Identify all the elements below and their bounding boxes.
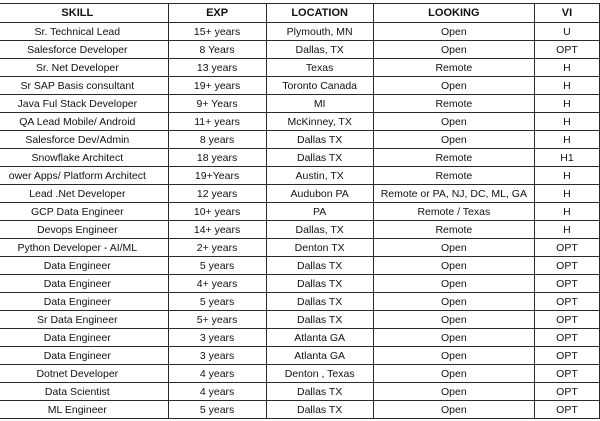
cell-location: MI <box>266 95 373 113</box>
cell-visa: OPT <box>534 329 599 347</box>
cell-exp: 14+ years <box>168 221 266 239</box>
cell-skill: Sr Data Engineer <box>0 311 168 329</box>
cell-location: Dallas TX <box>266 257 373 275</box>
cell-looking: Open <box>373 365 534 383</box>
cell-location: Dallas TX <box>266 383 373 401</box>
table-row <box>0 95 600 113</box>
cell-location: Denton , Texas <box>266 365 373 383</box>
cell-location: Austin, TX <box>266 167 373 185</box>
header-row <box>0 4 600 23</box>
cell-skill: Data Engineer <box>0 329 168 347</box>
cell-location: Plymouth, MN <box>266 23 373 41</box>
table-row <box>0 239 600 257</box>
cell-skill: Data Scientist <box>0 383 168 401</box>
cell-looking: Open <box>373 347 534 365</box>
cell-visa: U <box>534 23 599 41</box>
cell-exp: 5 years <box>168 401 266 419</box>
cell-exp: 12 years <box>168 185 266 203</box>
cell-exp: 5+ years <box>168 311 266 329</box>
cell-exp: 4+ years <box>168 275 266 293</box>
cell-looking: Remote <box>373 149 534 167</box>
table-row <box>0 401 600 419</box>
cell-location: Dallas TX <box>266 149 373 167</box>
cell-location: Dallas TX <box>266 131 373 149</box>
cell-looking: Open <box>373 383 534 401</box>
cell-exp: 5 years <box>168 293 266 311</box>
header-location: LOCATION <box>266 4 373 23</box>
table-row <box>0 293 600 311</box>
candidate-table <box>0 3 600 419</box>
cell-exp: 2+ years <box>168 239 266 257</box>
cell-skill: Data Engineer <box>0 347 168 365</box>
cell-visa: H <box>534 185 599 203</box>
cell-looking: Open <box>373 131 534 149</box>
cell-location: Atlanta GA <box>266 347 373 365</box>
cell-looking: Remote / Texas <box>373 203 534 221</box>
cell-visa: OPT <box>534 239 599 257</box>
table-row <box>0 131 600 149</box>
cell-looking: Remote <box>373 59 534 77</box>
cell-exp: 19+ years <box>168 77 266 95</box>
cell-exp: 4 years <box>168 383 266 401</box>
cell-location: McKinney, TX <box>266 113 373 131</box>
cell-location: Dallas TX <box>266 311 373 329</box>
cell-location: Atlanta GA <box>266 329 373 347</box>
cell-visa: H <box>534 167 599 185</box>
table-row <box>0 113 600 131</box>
cell-exp: 19+Years <box>168 167 266 185</box>
cell-location: Texas <box>266 59 373 77</box>
cell-skill: Salesforce Dev/Admin <box>0 131 168 149</box>
cell-looking: Open <box>373 113 534 131</box>
cell-exp: 5 years <box>168 257 266 275</box>
cell-exp: 15+ years <box>168 23 266 41</box>
cell-visa: OPT <box>534 365 599 383</box>
cell-visa: OPT <box>534 401 599 419</box>
cell-exp: 13 years <box>168 59 266 77</box>
cell-skill: Data Engineer <box>0 275 168 293</box>
cell-skill: Python Developer - AI/ML <box>0 239 168 257</box>
cell-location: Dallas, TX <box>266 41 373 59</box>
cell-visa: OPT <box>534 383 599 401</box>
table-row <box>0 311 600 329</box>
cell-looking: Open <box>373 257 534 275</box>
cell-looking: Open <box>373 329 534 347</box>
cell-looking: Open <box>373 239 534 257</box>
table-row <box>0 167 600 185</box>
table-row <box>0 383 600 401</box>
table-row <box>0 77 600 95</box>
cell-looking: Open <box>373 77 534 95</box>
cell-visa: OPT <box>534 41 599 59</box>
cell-skill: Salesforce Developer <box>0 41 168 59</box>
cell-exp: 11+ years <box>168 113 266 131</box>
cell-looking: Open <box>373 293 534 311</box>
cell-location: Denton TX <box>266 239 373 257</box>
cell-exp: 8 years <box>168 131 266 149</box>
cell-exp: 4 years <box>168 365 266 383</box>
cell-skill: ower Apps/ Platform Architect <box>0 167 168 185</box>
cell-visa: OPT <box>534 293 599 311</box>
cell-location: PA <box>266 203 373 221</box>
cell-skill: Snowflake Architect <box>0 149 168 167</box>
candidate-sheet <box>0 3 600 419</box>
cell-skill: Lead .Net Developer <box>0 185 168 203</box>
cell-visa: H <box>534 59 599 77</box>
cell-exp: 18 years <box>168 149 266 167</box>
cell-looking: Open <box>373 41 534 59</box>
cell-location: Toronto Canada <box>266 77 373 95</box>
cell-looking: Remote <box>373 95 534 113</box>
header-skill: SKILL <box>0 4 168 23</box>
cell-looking: Remote <box>373 221 534 239</box>
cell-location: Dallas TX <box>266 293 373 311</box>
cell-visa: H <box>534 131 599 149</box>
cell-location: Dallas, TX <box>266 221 373 239</box>
cell-skill: Sr. Net Developer <box>0 59 168 77</box>
cell-skill: Dotnet Developer <box>0 365 168 383</box>
table-row <box>0 329 600 347</box>
cell-skill: Sr SAP Basis consultant <box>0 77 168 95</box>
header-looking: LOOKING <box>373 4 534 23</box>
cell-skill: Devops Engineer <box>0 221 168 239</box>
cell-visa: OPT <box>534 275 599 293</box>
cell-location: Dallas TX <box>266 401 373 419</box>
cell-skill: Java Ful Stack Developer <box>0 95 168 113</box>
cell-visa: OPT <box>534 257 599 275</box>
cell-looking: Open <box>373 23 534 41</box>
table-row <box>0 149 600 167</box>
header-visa: VI <box>534 4 599 23</box>
cell-exp: 10+ years <box>168 203 266 221</box>
cell-exp: 8 Years <box>168 41 266 59</box>
table-body <box>0 23 600 419</box>
cell-visa: H <box>534 77 599 95</box>
table-row <box>0 23 600 41</box>
cell-skill: Data Engineer <box>0 257 168 275</box>
cell-visa: H1 <box>534 149 599 167</box>
cell-visa: H <box>534 221 599 239</box>
table-row <box>0 221 600 239</box>
cell-location: Dallas TX <box>266 275 373 293</box>
table-row <box>0 365 600 383</box>
cell-looking: Open <box>373 275 534 293</box>
cell-looking: Open <box>373 311 534 329</box>
table-row <box>0 185 600 203</box>
table-row <box>0 59 600 77</box>
cell-visa: OPT <box>534 347 599 365</box>
table-row <box>0 275 600 293</box>
cell-looking: Remote or PA, NJ, DC, ML, GA <box>373 185 534 203</box>
cell-skill: Data Engineer <box>0 293 168 311</box>
cell-location: Audubon PA <box>266 185 373 203</box>
cell-exp: 3 years <box>168 329 266 347</box>
table-row <box>0 347 600 365</box>
cell-visa: H <box>534 113 599 131</box>
cell-exp: 9+ Years <box>168 95 266 113</box>
cell-skill: GCP Data Engineer <box>0 203 168 221</box>
cell-skill: ML Engineer <box>0 401 168 419</box>
cell-skill: Sr. Technical Lead <box>0 23 168 41</box>
header-exp: EXP <box>168 4 266 23</box>
table-row <box>0 41 600 59</box>
cell-visa: H <box>534 95 599 113</box>
cell-skill: QA Lead Mobile/ Android <box>0 113 168 131</box>
cell-looking: Open <box>373 401 534 419</box>
cell-visa: H <box>534 203 599 221</box>
cell-exp: 3 years <box>168 347 266 365</box>
table-row <box>0 203 600 221</box>
table-row <box>0 257 600 275</box>
cell-looking: Remote <box>373 167 534 185</box>
cell-visa: OPT <box>534 311 599 329</box>
